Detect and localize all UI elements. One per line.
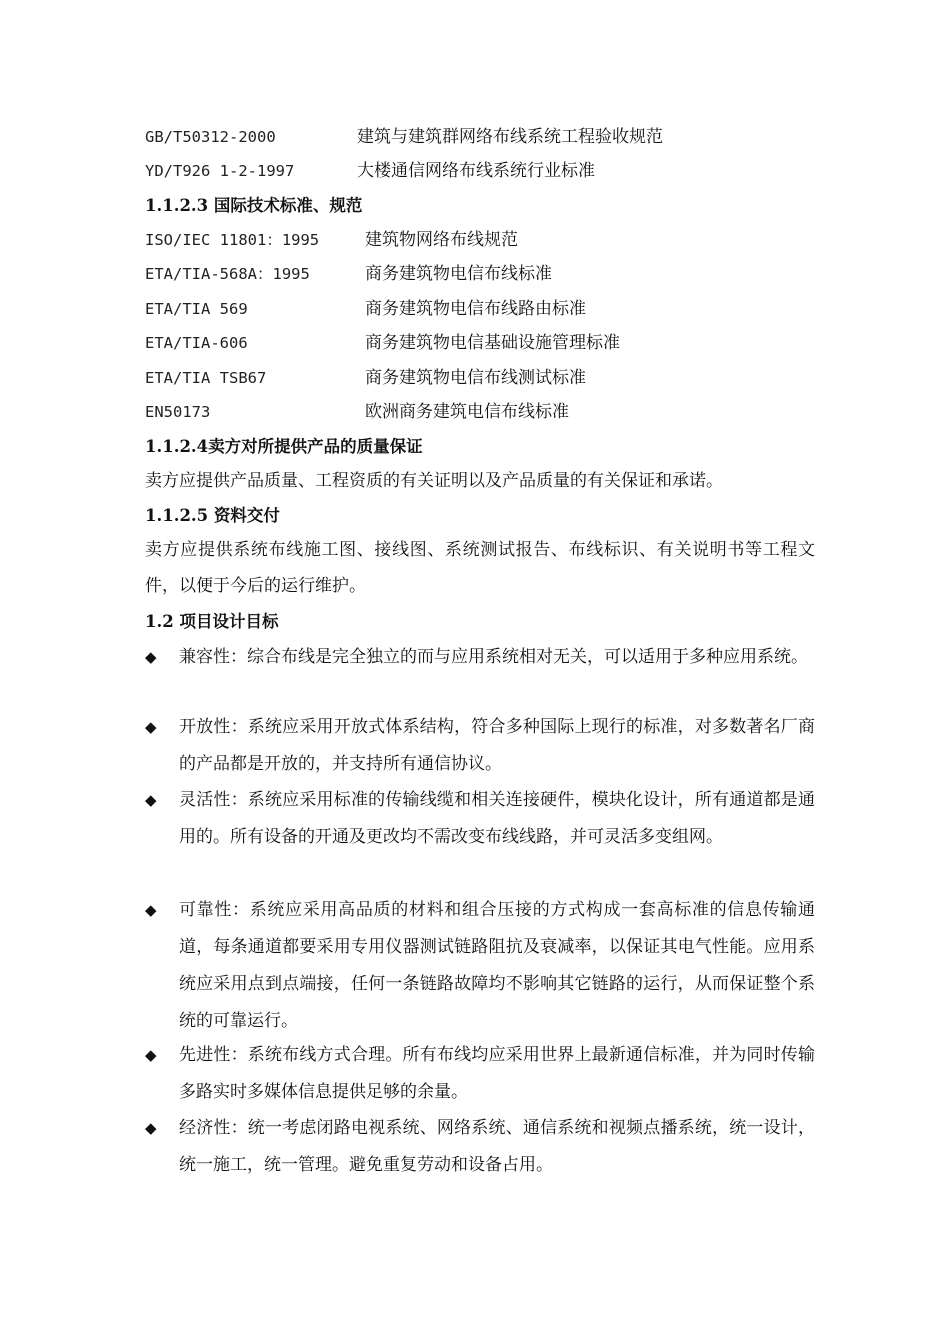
section-heading-1123: 1.1.2.3 国际技术标准、规范 [145,196,363,215]
standard-desc: 商务建筑物电信基础设施管理标准 [365,333,620,353]
diamond-bullet-icon: ◆ [145,901,157,919]
section-body-1125: 卖方应提供系统布线施工图、接线图、系统测试报告、布线标识、有关说明书等工程文件，以便于今后的运行维护。 [145,540,815,596]
standard-desc: 商务建筑物电信布线路由标准 [365,299,586,319]
standard-row [145,297,586,321]
list-item-text: 开放性：系统应采用开放式体系结构，符合多种国际上现行的标准，对多数著名厂商的产品都是开放的，并支持所有通信协议。 [179,717,815,774]
standard-row [145,331,620,355]
standard-desc: 商务建筑物电信布线测试标准 [365,368,586,388]
standard-code: ETA/TIA TSB67 [145,369,267,387]
diamond-bullet-icon: ◆ [145,1119,157,1137]
standard-row [145,159,595,183]
diamond-bullet-icon: ◆ [145,648,157,666]
standard-row [145,400,569,424]
standard-code: GB/T50312-2000 [145,128,276,146]
diamond-bullet-icon: ◆ [145,791,157,809]
standard-desc: 大楼通信网络布线系统行业标准 [357,161,595,181]
list-item-text: 灵活性：系统应采用标准的传输线缆和相关连接硬件，模块化设计，所有通道都是通用的。所有设备的开通及更改均不需改变布线线路，并可灵活多变组网。 [179,790,815,847]
list-item-text: 可靠性：系统应采用高品质的材料和组合压接的方式构成一套高标准的信息传输通道，每条通道都要采用专用仪器测试链路阻抗及衰减率，以保证其电气性能。应用系统应采用点到点端接，任何一条链路故障均不影响其它链路的运行，从而保证整个系统的可靠运行。 [179,900,815,1031]
standard-code: EN50173 [145,403,211,421]
section-heading-1125: 1.1.2.5 资料交付 [145,506,280,525]
standard-desc: 建筑物网络布线规范 [365,230,518,250]
standard-code: ETA/TIA-606 [145,334,248,352]
diamond-bullet-icon: ◆ [145,718,157,736]
list-item-text: 经济性：统一考虑闭路电视系统、网络系统、通信系统和视频点播系统，统一设计，统一施工，统一管理。避免重复劳动和设备占用。 [179,1118,815,1175]
standard-code: YD/T926 1-2-1997 [145,162,295,180]
standard-desc: 商务建筑物电信布线标准 [365,264,552,284]
standard-row [145,262,552,286]
section-heading-12: 1.2 项目设计目标 [145,612,279,631]
standard-row [145,228,518,252]
section-heading-1124: 1.1.2.4卖方对所提供产品的质量保证 [145,437,423,456]
section-body-1124: 卖方应提供产品质量、工程资质的有关证明以及产品质量的有关保证和承诺。 [145,471,723,491]
standard-code: ETA/TIA 569 [145,300,248,318]
standard-code: ISO/IEC 11801：1995 [145,231,320,249]
list-item-text: 兼容性：综合布线是完全独立的而与应用系统相对无关，可以适用于多种应用系统。 [179,647,808,667]
standard-row [145,125,663,149]
diamond-bullet-icon: ◆ [145,1046,157,1064]
standard-desc: 欧洲商务建筑电信布线标准 [365,402,569,422]
standard-desc: 建筑与建筑群网络布线系统工程验收规范 [357,127,663,147]
list-item-text: 先进性：系统布线方式合理。所有布线均应采用世界上最新通信标准，并为同时传输多路实时多媒体信息提供足够的余量。 [179,1045,815,1102]
standard-code: ETA/TIA-568A：1995 [145,265,310,283]
standard-row [145,366,586,390]
